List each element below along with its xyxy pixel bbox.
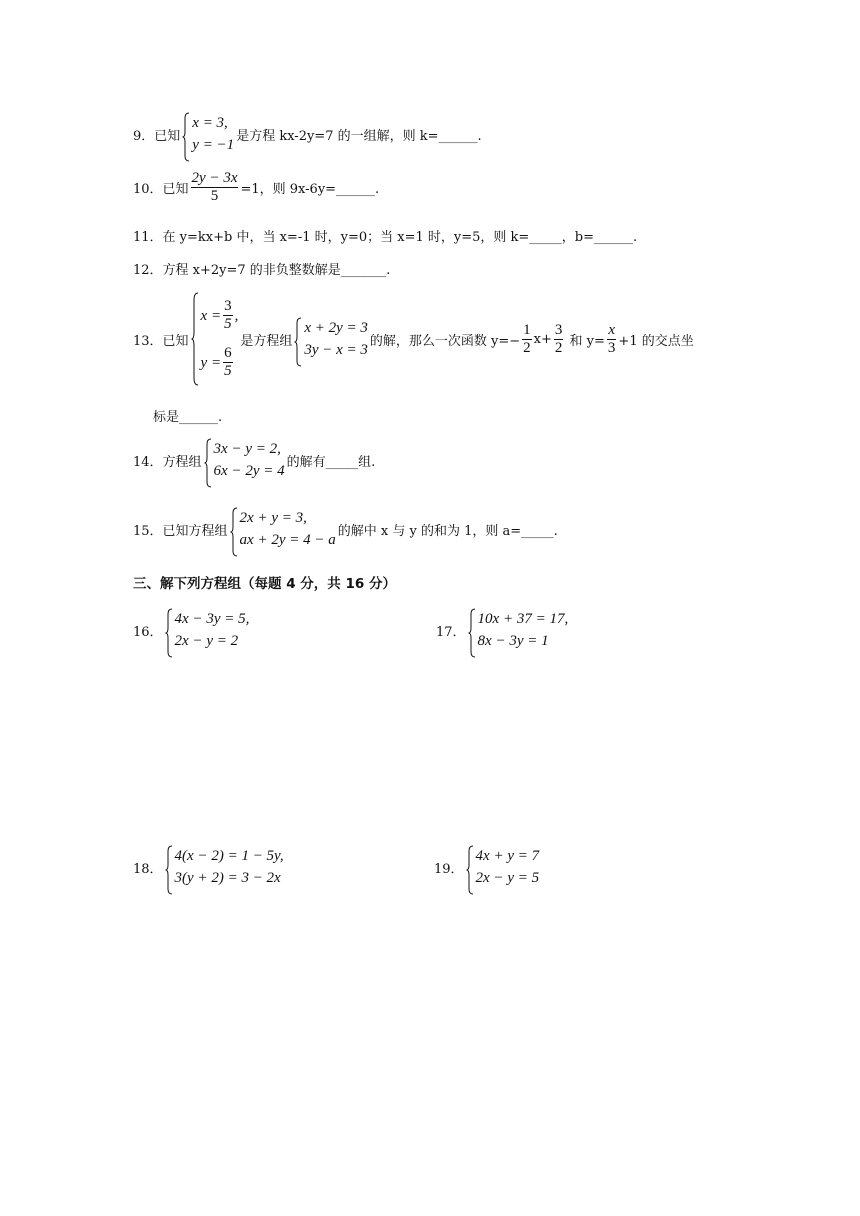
question-14-system: [204, 438, 285, 482]
question-14-eq-1: 3x − y = 2,: [213, 441, 281, 457]
fraction-three-halves: [554, 322, 564, 357]
question-10-number: 10．已知: [133, 182, 189, 197]
question-12-text: 12．方程 x+2y=7 的非负整数解是_______.: [133, 263, 391, 278]
brace-icon: [466, 845, 474, 895]
question-19-eq-1: 4x + y = 7: [475, 848, 540, 864]
fraction-denominator: 5: [224, 363, 232, 379]
question-18-system: [165, 845, 284, 889]
question-11-text: 11．在 y=kx+b 中，当 x=-1 时，y=0；当 x=1 时，y=5，则 k=_____，b=______.: [133, 230, 638, 245]
question-13-number: 13．已知: [133, 333, 189, 349]
question-18-eq-1: 4(x − 2) = 1 − 5y,: [174, 848, 284, 864]
question-13-text-1: 的解，那么一次函数 y=−: [369, 333, 521, 349]
question-14-number: 14．方程组: [133, 454, 202, 470]
question-9: [133, 112, 482, 156]
section-3-heading: 三、解下列方程组（每题 4 分，共 16 分）: [133, 576, 396, 592]
question-9-number: 9．已知: [133, 128, 181, 144]
x-tail: ,: [234, 307, 239, 324]
question-16-system: [165, 608, 250, 652]
brace-icon: [191, 292, 199, 386]
question-15-text: 的解中 x 与 y 的和为 1，则 a=_____.: [337, 523, 558, 539]
question-13-given-system: [191, 292, 239, 386]
question-18-eq-2: 3(y + 2) = 3 − 2x: [174, 870, 281, 886]
question-13-text-4: +1 的交点坐: [618, 333, 694, 349]
question-13-eq-1: x + 2y = 3: [304, 320, 368, 336]
brace-icon: [165, 845, 173, 895]
question-19-system: [466, 845, 540, 889]
x-fraction: [223, 298, 233, 333]
question-17-eq-1: 10x + 37 = 17,: [477, 611, 569, 627]
question-16-number: 16．: [133, 624, 163, 640]
question-19-eq-2: 2x − y = 5: [475, 870, 540, 886]
question-15: [133, 507, 558, 551]
question-13-text-3: 和 y=: [565, 333, 605, 349]
brace-icon: [230, 507, 238, 557]
question-13-cont-text: 标是______.: [153, 410, 223, 425]
fraction-numerator: 1: [523, 321, 531, 338]
fraction-one-half: [522, 322, 532, 357]
question-15-system: [230, 507, 336, 551]
fraction-denominator: 2: [523, 339, 531, 356]
question-13: [133, 292, 694, 386]
brace-icon: [204, 438, 212, 488]
question-15-eq-2: ax + 2y = 4 − a: [239, 532, 336, 548]
fraction-numerator: 3: [554, 321, 563, 338]
brace-icon: [182, 112, 190, 162]
x-lhs: x =: [200, 307, 222, 324]
question-14-text: 的解有_____组.: [286, 454, 376, 470]
question-13-text-2: x+: [533, 331, 552, 347]
question-13-mid: 是方程组: [240, 333, 293, 349]
fraction-numerator: 3: [224, 298, 232, 314]
question-10-text: =1，则 9x-6y=______.: [240, 182, 380, 197]
question-11: [133, 226, 637, 245]
question-16: [133, 608, 251, 652]
y-fraction: [223, 345, 233, 380]
fraction-numerator: x: [608, 321, 615, 338]
question-15-number: 15．已知方程组: [133, 523, 228, 539]
y-lhs: y =: [200, 354, 222, 371]
question-16-eq-2: 2x − y = 2: [174, 633, 239, 649]
question-19-number: 19．: [434, 861, 464, 877]
question-10-fraction: [191, 170, 239, 205]
question-9-eq-1: x = 3,: [192, 115, 228, 131]
question-17-system: [468, 608, 569, 652]
question-9-eq-2: y = −1: [192, 137, 235, 153]
question-13-system: [294, 317, 368, 361]
fraction-denominator: 5: [210, 188, 219, 204]
brace-icon: [294, 317, 302, 367]
question-18-number: 18．: [133, 861, 163, 877]
brace-icon: [165, 608, 173, 658]
question-14-eq-2: 6x − 2y = 4: [213, 463, 285, 479]
question-9-text: 是方程 kx-2y=7 的一组解，则 k=______.: [236, 128, 482, 144]
fraction-denominator: 5: [224, 316, 232, 332]
question-10: [133, 170, 379, 205]
question-16-eq-1: 4x − 3y = 5,: [174, 611, 250, 627]
question-17-number: 17．: [436, 624, 466, 640]
question-19: [434, 845, 541, 889]
question-18: [133, 845, 286, 889]
question-9-system: [182, 112, 234, 156]
question-14: [133, 438, 375, 482]
fraction-denominator: 3: [607, 339, 616, 356]
question-13-eq-2: 3y − x = 3: [304, 342, 368, 358]
brace-icon: [468, 608, 476, 658]
question-15-eq-1: 2x + y = 3,: [239, 510, 307, 526]
question-12: [133, 259, 390, 278]
question-13-y-value: [201, 345, 239, 380]
fraction-x-over-3: [607, 322, 617, 357]
question-17: [436, 608, 570, 652]
question-13-continuation: [153, 406, 222, 425]
fraction-numerator: 2y − 3x: [191, 170, 238, 186]
fraction-denominator: 2: [554, 339, 563, 356]
fraction-numerator: 6: [224, 345, 232, 361]
question-13-x-value: [201, 298, 239, 333]
question-17-eq-2: 8x − 3y = 1: [477, 633, 549, 649]
